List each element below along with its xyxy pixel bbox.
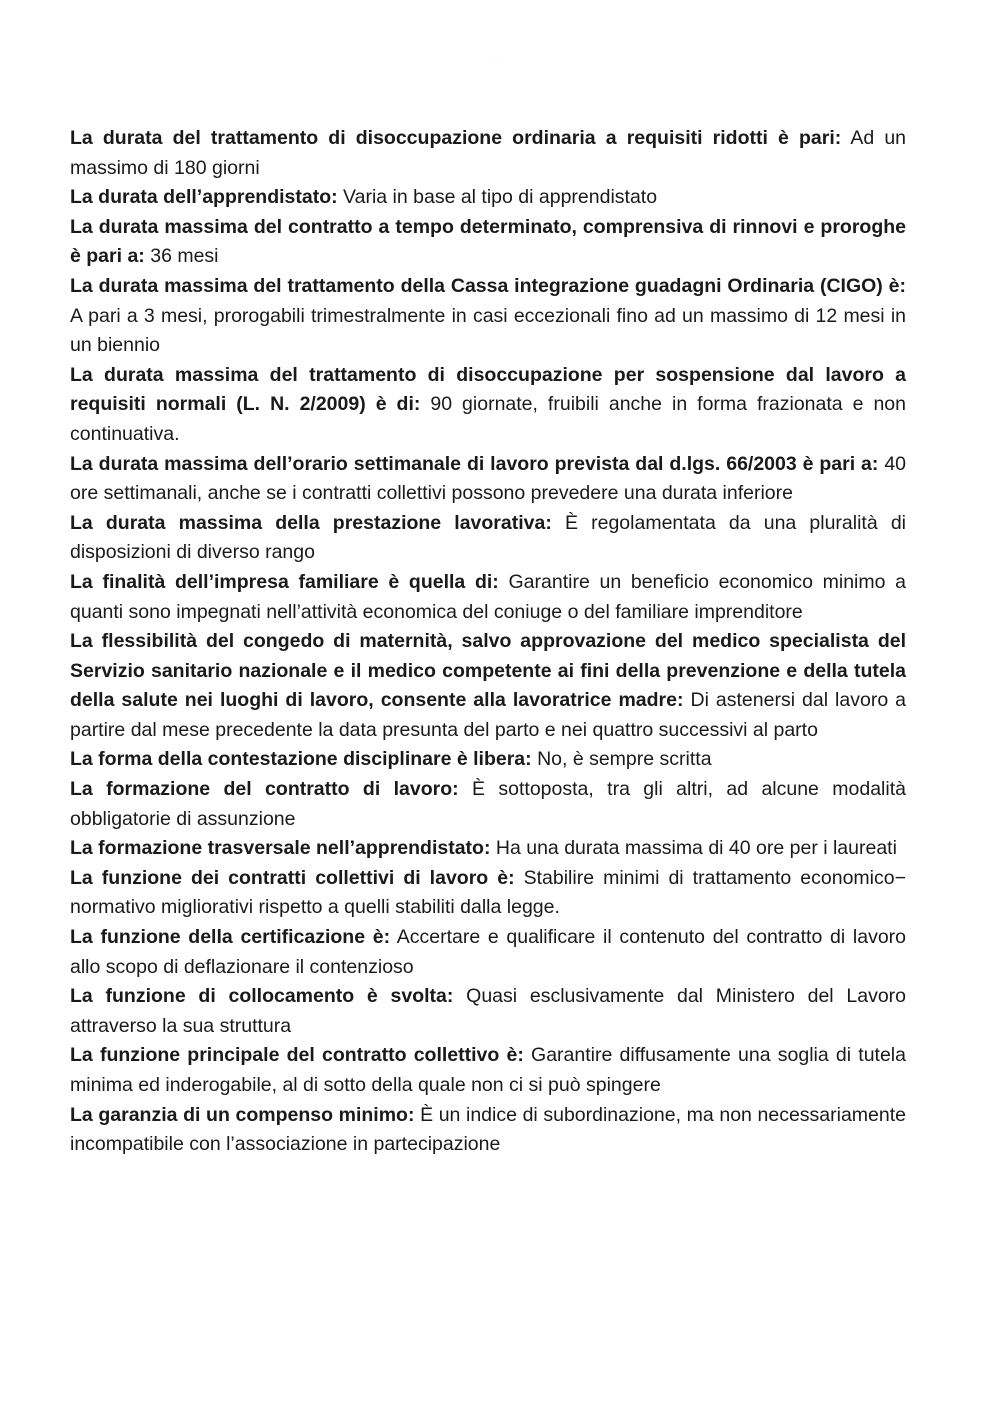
- question-text: La funzione dei contratti collettivi di lavoro è:: [70, 866, 515, 889]
- qa-entry: [70, 509, 906, 568]
- qa-entry: [70, 213, 906, 272]
- qa-entry: [70, 864, 906, 923]
- question-text: La garanzia di un compenso minimo:: [70, 1103, 415, 1126]
- answer-text: 90 giornate, fruibili anche in forma frazionata e non continuativa.: [70, 393, 906, 445]
- qa-entry: [70, 627, 906, 745]
- question-text: La funzione di collocamento è svolta:: [70, 985, 454, 1008]
- answer-text: Quasi esclusivamente dal Ministero del Lavoro attraverso la sua struttura: [70, 985, 907, 1037]
- answer-text: No, è sempre scritta: [537, 748, 712, 771]
- qa-entry: [70, 1101, 906, 1160]
- answer-text: A pari a 3 mesi, prorogabili trimestralmente in casi eccezionali fino ad un massimo di 12 mesi in un biennio: [70, 304, 906, 357]
- answer-text: 36 mesi: [150, 245, 219, 268]
- qa-entry: [70, 745, 906, 775]
- qa-entry: [70, 834, 906, 864]
- question-text: La finalità dell’impresa familiare è quella di:: [70, 570, 499, 593]
- question-text: La durata del trattamento di disoccupazione ordinaria a requisiti ridotti è pari:: [70, 127, 842, 149]
- qa-entry: [70, 1041, 906, 1100]
- answer-text: 40 ore settimanali, anche se i contratti collettivi possono prevedere una durata inferiore: [70, 452, 907, 505]
- answer-text: È sottoposta, tra gli altri, ad alcune modalità obbligatorie di assunzione: [70, 778, 906, 830]
- answer-text: Stabilire minimi di trattamento economico− normativo migliorativi rispetto a quelli stabiliti dalla legge.: [70, 866, 906, 919]
- question-text: La formazione trasversale nell’apprendistato:: [70, 837, 491, 860]
- qa-entry: [70, 568, 906, 627]
- question-text: La durata massima del trattamento della Cassa integrazione guadagni Ordinaria (CIGO) è:: [70, 274, 906, 297]
- answer-text: Varia in base al tipo di apprendistato: [343, 186, 658, 209]
- answer-text: Garantire diffusamente una soglia di tutela minima ed inderogabile, al di sotto della quale non ci si può spingere: [70, 1044, 906, 1096]
- qa-entry: [70, 775, 906, 834]
- question-text: La formazione del contratto di lavoro:: [70, 778, 459, 801]
- qa-entry: [70, 923, 906, 982]
- qa-entry: [70, 272, 906, 361]
- answer-text: Ha una durata massima di 40 ore per i laureati: [495, 837, 897, 860]
- qa-entry: [70, 183, 906, 213]
- qa-entry: [70, 982, 906, 1041]
- answer-text: È regolamentata da una pluralità di disposizioni di diverso rango: [70, 511, 907, 564]
- qa-entry: [70, 450, 906, 509]
- question-text: La funzione della certificazione è:: [70, 926, 391, 949]
- qa-list: [70, 124, 906, 1160]
- answer-text: È un indice di subordinazione, ma non necessariamente incompatibile con l’associazione in partecipazione: [70, 1103, 906, 1156]
- page-header-mark: · · · · ·: [489, 58, 511, 63]
- question-text: La durata massima del contratto a tempo determinato, comprensiva di rinnovi e proroghe è pari a:: [70, 215, 906, 268]
- question-text: La durata massima del trattamento di disoccupazione per sospensione dal lavoro a requisiti normali (L. N. 2/2009) è di:: [70, 363, 906, 416]
- answer-text: Garantire un beneficio economico minimo a quanti sono impegnati nell’attività economica del coniuge o del familiare imprenditore: [70, 570, 906, 623]
- question-text: La durata massima della prestazione lavorativa:: [70, 511, 552, 534]
- answer-text: Ad un massimo di 180 giorni: [70, 127, 907, 179]
- qa-entry: [70, 361, 906, 450]
- qa-entry: [70, 124, 906, 183]
- question-text: La flessibilità del congedo di maternità, salvo approvazione del medico specialista del Servizio sanitario nazionale e il medico competente ai fini della prevenzione e della tutela della salute nei luoghi di lavoro, consente alla lavoratrice madre:: [70, 630, 906, 712]
- answer-text: Di astenersi dal lavoro a partire dal mese precedente la data presunta del parto e nei quattro successivi al parto: [70, 689, 907, 741]
- question-text: La forma della contestazione disciplinare è libera:: [70, 748, 532, 771]
- question-text: La funzione principale del contratto collettivo è:: [70, 1044, 524, 1067]
- question-text: La durata massima dell’orario settimanale di lavoro prevista dal d.lgs. 66/2003 è pari a:: [70, 452, 879, 475]
- question-text: La durata dell’apprendistato:: [70, 186, 338, 209]
- answer-text: Accertare e qualificare il contenuto del contratto di lavoro allo scopo di deflazionare il contenzioso: [70, 926, 906, 978]
